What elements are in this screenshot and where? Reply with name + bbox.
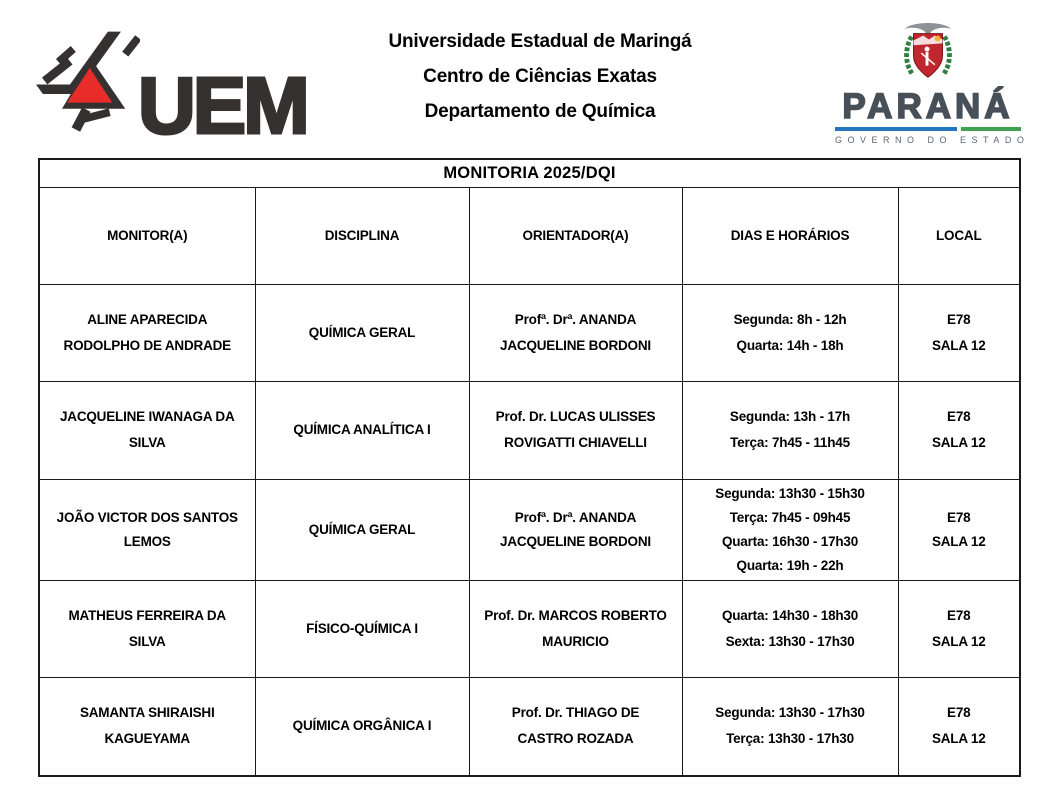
cell-line: Sexta: 13h30 - 17h30 <box>725 633 855 649</box>
column-header-orientador: ORIENTADOR(A) <box>469 187 682 284</box>
cell-line: SALA 12 <box>931 633 986 649</box>
table-body <box>39 284 1020 776</box>
cell-line: Prof. Dr. THIAGO DE <box>511 705 640 721</box>
cell-line: LEMOS <box>123 533 171 549</box>
cell-line: CASTRO ROZADA <box>517 731 634 747</box>
cell-line: MAURICIO <box>542 633 609 649</box>
cell-dias-horarios <box>682 284 898 381</box>
cell-orientador <box>469 677 682 776</box>
cell-line: JACQUELINE IWANAGA DA <box>59 409 235 424</box>
cell-orientador <box>469 580 682 677</box>
cell-local <box>898 580 1020 677</box>
cell-line: Segunda: 13h30 - 17h30 <box>715 705 865 721</box>
parana-wordmark: PARANÁ <box>842 87 1014 126</box>
cell-line: ROVIGATTI CHIAVELLI <box>504 435 647 450</box>
cell-line: Terça: 7h45 - 09h45 <box>729 509 851 525</box>
cell-line: E78 <box>947 311 971 327</box>
institution-title-line-2: Centro de Ciências Exatas <box>423 66 657 87</box>
table-header-row <box>39 187 1020 284</box>
column-header-disciplina: DISCIPLINA <box>255 187 469 284</box>
cell-line: SAMANTA SHIRAISHI <box>79 705 215 721</box>
cell-line: QUÍMICA GERAL <box>308 521 416 537</box>
institution-title-line-3: Departamento de Química <box>424 101 656 122</box>
cell-orientador <box>469 284 682 381</box>
cell-line: Prof. Dr. MARCOS ROBERTO <box>484 607 667 623</box>
cell-line: JACQUELINE BORDONI <box>500 533 651 549</box>
cell-dias-horarios <box>682 479 898 580</box>
cell-local <box>898 677 1020 776</box>
parana-logo <box>833 20 1030 145</box>
monitoria-table <box>38 158 1021 777</box>
cell-line: SALA 12 <box>931 533 986 549</box>
cell-line: Terça: 13h30 - 17h30 <box>726 731 854 747</box>
table-title: MONITORIA 2025/DQI <box>39 159 1020 187</box>
cell-line: FÍSICO-QUÍMICA I <box>306 620 418 636</box>
cell-line: Quarta: 19h - 22h <box>736 557 844 573</box>
column-header-local: LOCAL <box>898 187 1020 284</box>
column-header-dias-horarios: DIAS E HORÁRIOS <box>682 187 898 284</box>
cell-line: Segunda: 13h - 17h <box>729 409 851 424</box>
cell-line: Quarta: 14h30 - 18h30 <box>721 607 859 623</box>
document-header <box>0 0 1053 158</box>
cell-line: ALINE APARECIDA <box>87 311 208 327</box>
uem-logo-text: UEM <box>138 61 307 150</box>
bar-green-segment <box>961 127 1021 131</box>
cell-line: QUÍMICA GERAL <box>308 324 416 340</box>
cell-line: QUÍMICA ORGÂNICA I <box>292 718 432 734</box>
cell-line: Prof. Dr. LUCAS ULISSES <box>495 409 656 424</box>
cell-line: Quarta: 16h30 - 17h30 <box>721 533 859 549</box>
cell-line: RODOLPHO DE ANDRADE <box>63 337 231 353</box>
cell-disciplina <box>255 479 469 580</box>
cell-dias-horarios <box>682 580 898 677</box>
cell-monitor <box>39 580 255 677</box>
table-title-row <box>39 159 1020 187</box>
cell-monitor <box>39 284 255 381</box>
cell-line: E78 <box>947 509 971 525</box>
cell-line: SALA 12 <box>931 435 986 450</box>
cell-monitor <box>39 677 255 776</box>
cell-line: E78 <box>947 607 971 623</box>
cell-line: E78 <box>947 705 971 721</box>
cell-line: JACQUELINE BORDONI <box>500 337 651 353</box>
cell-orientador <box>469 381 682 479</box>
cell-line: Profª. Drª. ANANDA <box>514 509 637 525</box>
cell-line: Profª. Drª. ANANDA <box>514 311 637 327</box>
cell-local <box>898 479 1020 580</box>
cell-line: E78 <box>947 409 971 424</box>
parana-subtitle: GOVERNO DO ESTADO <box>835 135 1030 145</box>
cell-disciplina <box>255 580 469 677</box>
cell-line: SILVA <box>128 633 166 649</box>
cell-line: Segunda: 13h30 - 15h30 <box>715 485 865 501</box>
table-row <box>39 284 1020 381</box>
cell-disciplina <box>255 677 469 776</box>
cell-line: SILVA <box>128 435 166 450</box>
cell-dias-horarios <box>682 381 898 479</box>
parana-divider-bar <box>835 127 1021 131</box>
cell-line: Segunda: 8h - 12h <box>733 311 847 327</box>
bar-blue-segment <box>835 127 957 131</box>
cell-disciplina <box>255 284 469 381</box>
institution-title-line-1: Universidade Estadual de Maringá <box>388 31 692 52</box>
cell-line: SALA 12 <box>931 731 986 747</box>
cell-local <box>898 381 1020 479</box>
table-row <box>39 479 1020 580</box>
cell-monitor <box>39 381 255 479</box>
cell-line: MATHEUS FERREIRA DA <box>68 607 226 623</box>
column-header-monitor: MONITOR(A) <box>39 187 255 284</box>
cell-monitor <box>39 479 255 580</box>
table-row <box>39 580 1020 677</box>
cell-local <box>898 284 1020 381</box>
table-row <box>39 381 1020 479</box>
cell-line: QUÍMICA ANALÍTICA I <box>293 422 431 437</box>
parana-crest-icon <box>897 20 959 88</box>
cell-line: SALA 12 <box>931 337 986 353</box>
cell-line: JOÃO VICTOR DOS SANTOS <box>56 509 238 525</box>
cell-line: Terça: 7h45 - 11h45 <box>730 435 850 450</box>
cell-line: KAGUEYAMA <box>104 731 190 747</box>
table-row <box>39 677 1020 776</box>
cell-orientador <box>469 479 682 580</box>
cell-dias-horarios <box>682 677 898 776</box>
cell-disciplina <box>255 381 469 479</box>
cell-line: Quarta: 14h - 18h <box>736 337 844 353</box>
